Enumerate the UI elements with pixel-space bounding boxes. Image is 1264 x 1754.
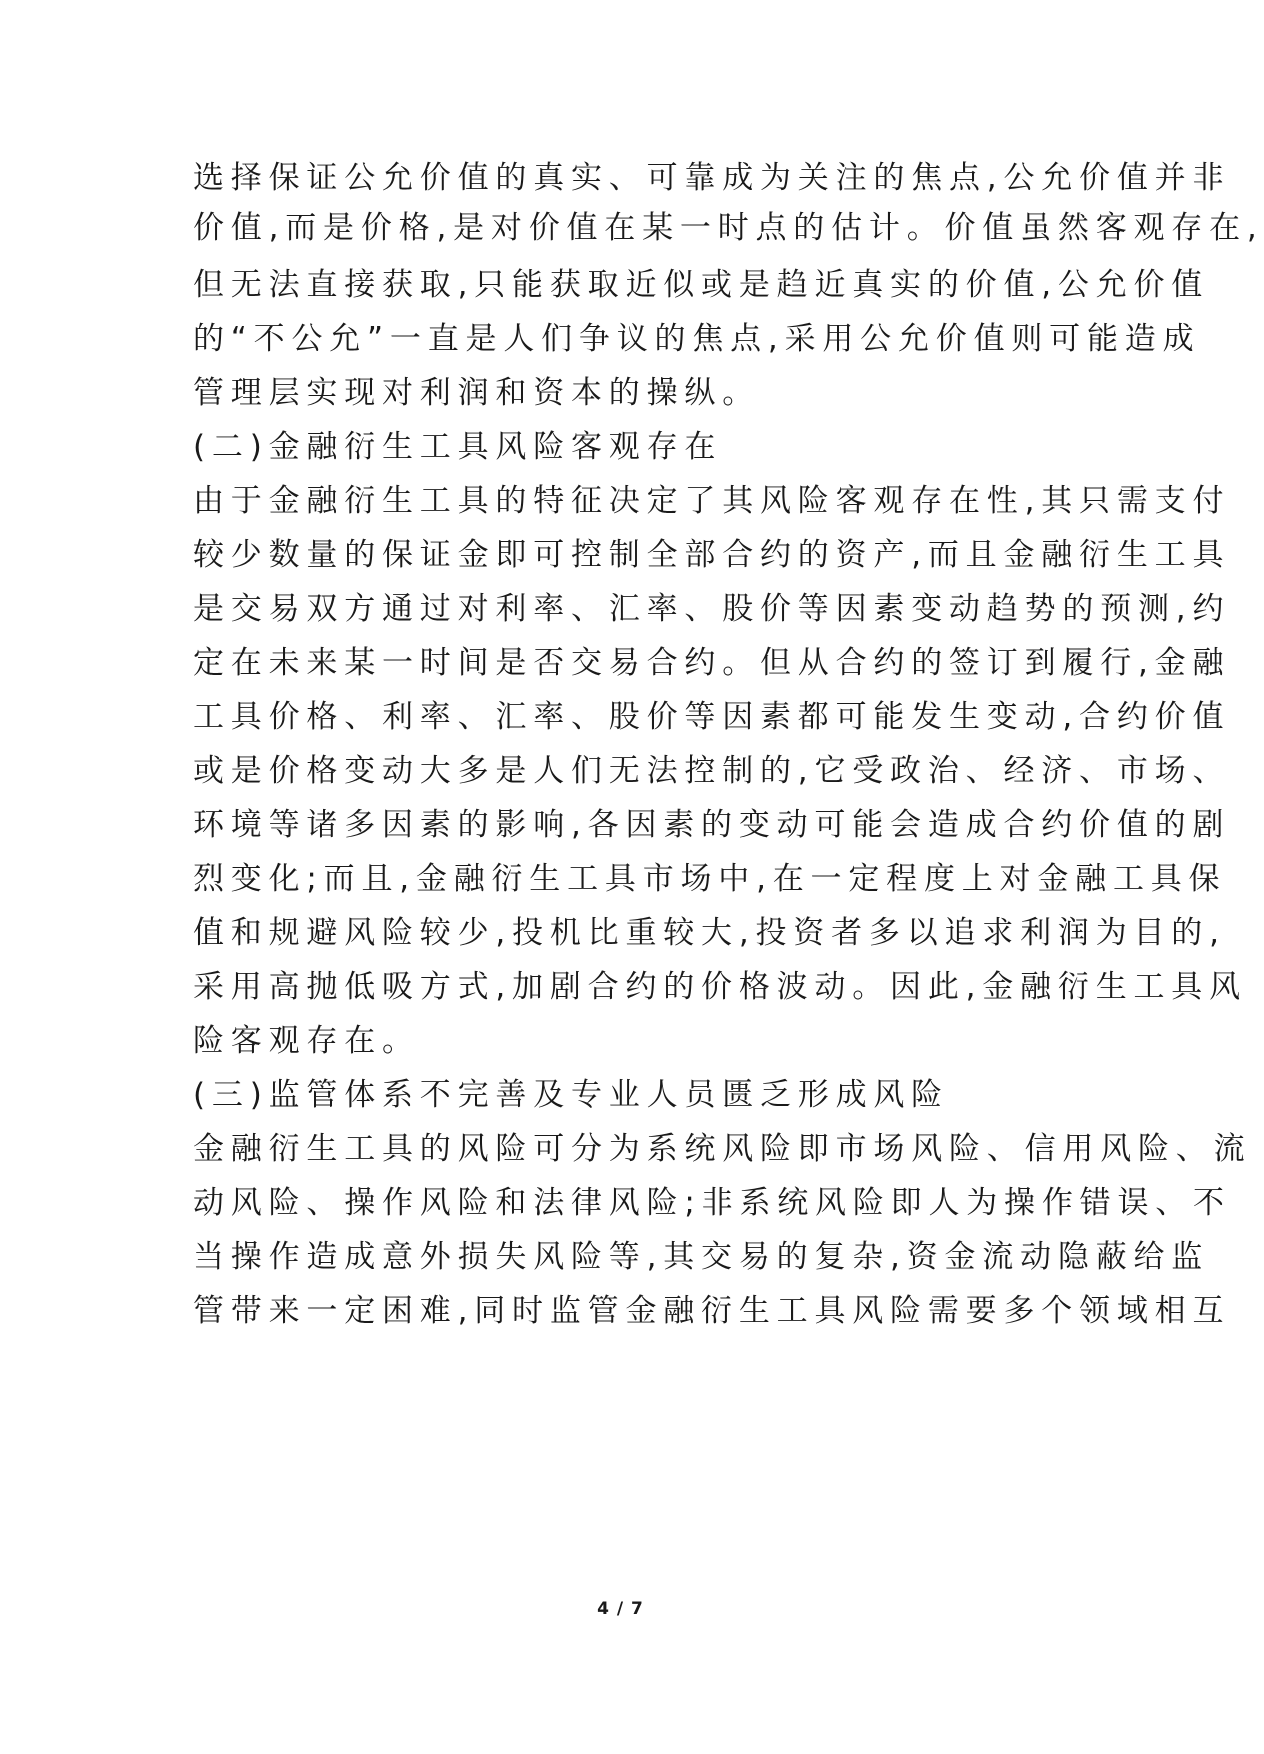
- body-line: 管理层实现对利润和资本的操纵。: [193, 375, 760, 411]
- body-line: 烈变化;而且,金融衍生工具市场中,在一定程度上对金融工具保: [193, 861, 1227, 897]
- body-line: 较少数量的保证金即可控制全部合约的资产,而且金融衍生工具: [193, 537, 1231, 573]
- page-number: 4 / 7: [597, 1599, 644, 1619]
- body-line: 的“不公允”一直是人们争议的焦点,采用公允价值则可能造成: [193, 321, 1201, 357]
- body-line: 环境等诸多因素的影响,各因素的变动可能会造成合约价值的剧: [193, 807, 1231, 843]
- body-line: 险客观存在。: [193, 1023, 420, 1059]
- body-line: 动风险、操作风险和法律风险;非系统风险即人为操作错误、不: [193, 1185, 1231, 1221]
- body-line: 采用高抛低吸方式,加剧合约的价格波动。因此,金融衍生工具风: [193, 969, 1247, 1005]
- section-heading: (三)监管体系不完善及专业人员匮乏形成风险: [193, 1077, 949, 1113]
- body-line: 或是价格变动大多是人们无法控制的,它受政治、经济、市场、: [193, 753, 1231, 789]
- body-line: 价值,而是价格,是对价值在某一时点的估计。价值虽然客观存在,: [193, 210, 1264, 246]
- body-line: 值和规避风险较少,投机比重较大,投资者多以追求利润为目的,: [193, 915, 1226, 951]
- body-line: 但无法直接获取,只能获取近似或是趋近真实的价值,公允价值: [193, 267, 1210, 303]
- body-line: 当操作造成意外损失风险等,其交易的复杂,资金流动隐蔽给监: [193, 1239, 1210, 1275]
- body-line: 工具价格、利率、汇率、股价等因素都可能发生变动,合约价值: [193, 699, 1231, 735]
- section-heading: (二)金融衍生工具风险客观存在: [193, 429, 723, 465]
- body-line: 由于金融衍生工具的特征决定了其风险客观存在性,其只需支付: [193, 483, 1231, 519]
- body-line: 金融衍生工具的风险可分为系统风险即市场风险、信用风险、流: [193, 1131, 1252, 1167]
- body-line: 管带来一定困难,同时监管金融衍生工具风险需要多个领域相互: [193, 1293, 1231, 1329]
- body-line: 是交易双方通过对利率、汇率、股价等因素变动趋势的预测,约: [193, 591, 1231, 627]
- body-line: 选择保证公允价值的真实、可靠成为关注的焦点,公允价值并非: [193, 160, 1231, 196]
- body-line: 定在未来某一时间是否交易合约。但从合约的签订到履行,金融: [193, 645, 1231, 681]
